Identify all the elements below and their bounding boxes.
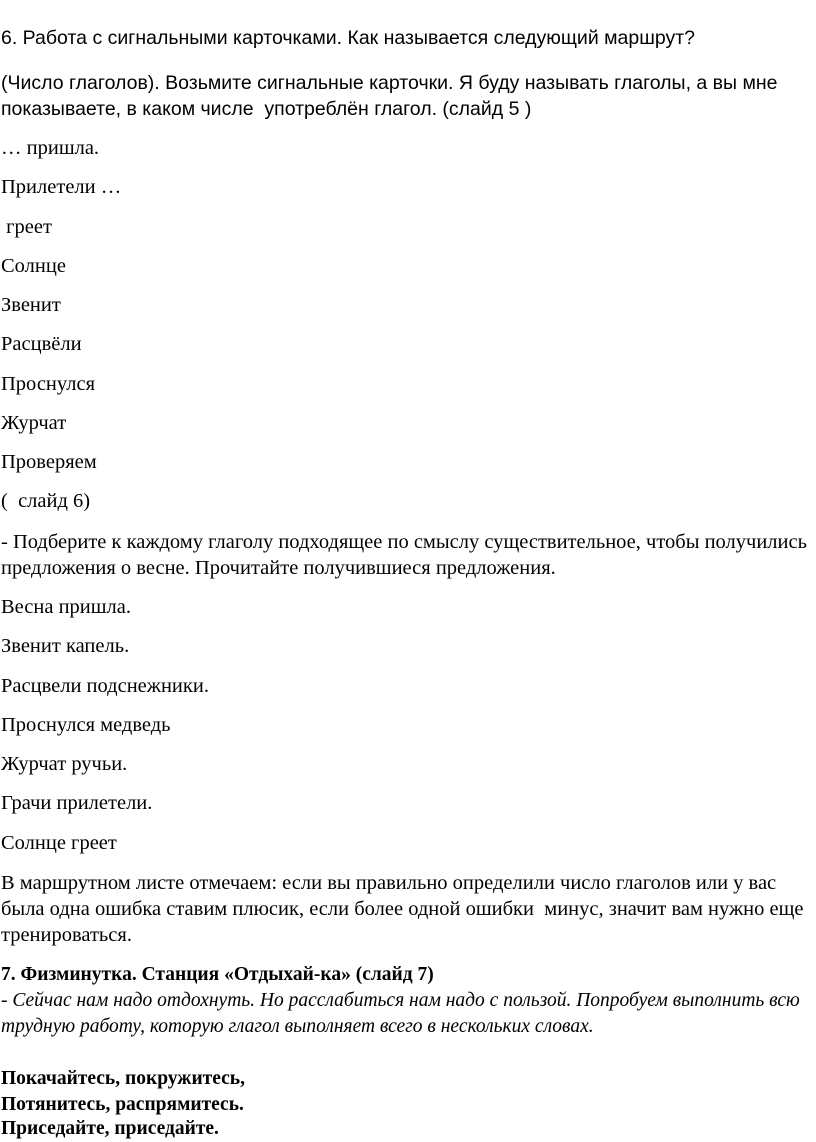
word-item: … пришла. — [1, 137, 100, 159]
word-item: Проснулся — [1, 373, 95, 395]
word-item: Солнце — [1, 255, 66, 277]
poem-line: Потянитесь, распрямитесь. — [1, 1094, 244, 1115]
sentence-item: Грачи прилетели. — [1, 792, 153, 814]
word-item: Проверяем — [1, 451, 97, 473]
word-item: Звенит — [1, 294, 61, 316]
word-item: греет — [1, 216, 52, 238]
sentence-item: Проснулся медведь — [1, 714, 171, 736]
sentence-item: Звенит капель. — [1, 635, 130, 657]
task7-heading: 7. Физминутка. Станция «Отдыхай-ка» (слайд 7) — [1, 964, 434, 985]
task6-instruction: - Подберите к каждому глаголу подходящее по смыслу существительное, чтобы получились предложения о весне. Прочитайте получившиеся предложения. — [1, 531, 813, 579]
task6-conclusion: В маршрутном листе отмечаем: если вы правильно определили число глаголов или у вас была одна ошибка ставим плюсик, если более одной ошибки минус, значит вам нужно еще тренироваться. — [1, 872, 809, 946]
slide-reference: ( слайд 6) — [1, 490, 91, 512]
word-item: Расцвёли — [1, 333, 82, 355]
sentence-item: Весна пришла. — [1, 596, 132, 618]
task7-intro: - Сейчас нам надо отдохнуть. Но расслабиться нам надо с пользой. Попробуем выполнить всю трудную работу, которую глагол выполняет всего в нескольких словах. — [1, 990, 805, 1037]
sentence-item: Солнце греет — [1, 832, 117, 854]
sentence-item: Журчат ручьи. — [1, 753, 128, 775]
sentence-item: Расцвели подснежники. — [1, 675, 209, 697]
poem-line: Покачайтесь, покружитесь, — [1, 1068, 245, 1089]
poem-line: Приседайте, приседайте. — [1, 1118, 219, 1139]
word-item: Прилетели … — [1, 176, 122, 198]
task6-intro: (Число глаголов). Возьмите сигнальные карточки. Я буду называть глаголы, а вы мне показываете, в каком числе употреблён глагол. (слайд 5 ) — [1, 72, 783, 120]
word-item: Журчат — [1, 412, 67, 434]
task6-heading: 6. Работа с сигнальными карточками. Как называется следующий маршрут? — [1, 27, 696, 49]
